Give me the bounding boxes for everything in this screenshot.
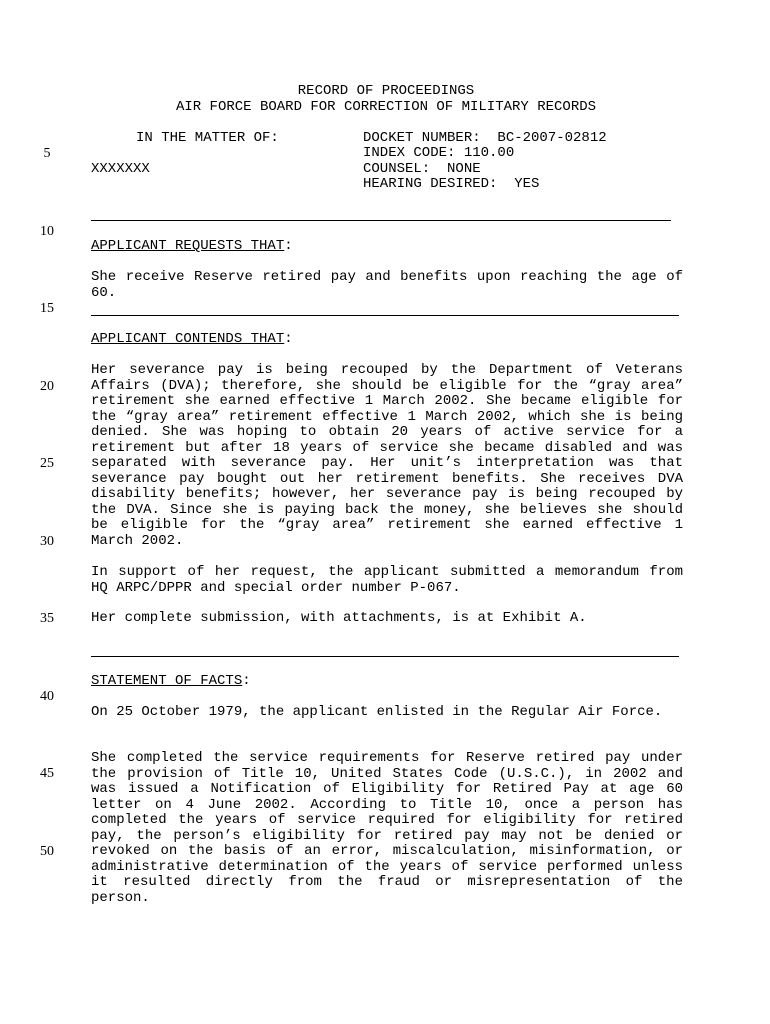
section-divider (91, 315, 679, 316)
contends-paragraph-3: Her complete submission, with attachments, is at Exhibit A. (91, 610, 587, 626)
line-number: 45 (40, 766, 54, 781)
facts-heading: STATEMENT OF FACTS: (91, 673, 251, 689)
line-number: 25 (40, 456, 54, 471)
hearing-desired: HEARING DESIRED: YES (363, 176, 540, 192)
requests-text: She receive Reserve retired pay and benefits upon reaching the age of 60. (91, 269, 683, 301)
docket-number: DOCKET NUMBER: BC-2007-02812 (363, 130, 607, 146)
contends-paragraph-2: In support of her request, the applicant submitted a memorandum from HQ ARPC/DPPR and special order number P-067. (91, 564, 683, 596)
line-number: 35 (40, 611, 54, 626)
counsel: COUNSEL: NONE (363, 161, 481, 177)
facts-paragraph-1: On 25 October 1979, the applicant enlisted in the Regular Air Force. (91, 704, 663, 720)
contends-paragraph-1: Her severance pay is being recouped by the Department of Veterans Affairs (DVA); therefore, she should be eligible for the “gray area” retirement she earned effective 1 March 2002. She became eligible for the “gray area” retirement effective 1 March 2002, which she is being denied. She was hoping to obtain 20 years of active service for a retirement but after 18 years of service she became disabled and was separated with severance pay. Her unit’s interpretation was that severance pay bought out her retirement benefits. She receives DVA disability benefits; however, her severance pay is being recouped by the DVA. Since she is paying back the money, she believes she should be eligible for the “gray area” retirement she earned effective 1 March 2002. (91, 362, 683, 549)
line-number: 15 (40, 301, 54, 316)
document-title: RECORD OF PROCEEDINGS (297, 83, 475, 99)
line-number: 30 (40, 534, 54, 549)
contends-heading: APPLICANT CONTENDS THAT: (91, 331, 293, 347)
line-number: 50 (40, 844, 54, 859)
section-divider (91, 656, 679, 657)
applicant-name: XXXXXXX (91, 161, 150, 177)
requests-heading-text: APPLICANT REQUESTS THAT (91, 238, 285, 254)
contends-heading-text: APPLICANT CONTENDS THAT (91, 331, 285, 347)
line-number: 20 (40, 379, 54, 394)
index-code: INDEX CODE: 110.00 (363, 145, 515, 161)
requests-heading: APPLICANT REQUESTS THAT: (91, 238, 293, 254)
facts-heading-text: STATEMENT OF FACTS (91, 673, 243, 689)
section-divider (91, 220, 671, 221)
line-number: 40 (40, 689, 54, 704)
matter-label: IN THE MATTER OF: (136, 130, 279, 146)
facts-paragraph-2: She completed the service requirements for Reserve retired pay under the provision of Title 10, United States Code (U.S.C.), in 2002 and was issued a Notification of Eligibility for Retired Pay at age 60 letter on 4 June 2002. According to Title 10, once a person has completed the years of service required for eligibility for retired pay, the person’s eligibility for retired pay may not be denied or revoked on the basis of an error, miscalculation, misinformation, or administrative determination of the years of service performed unless it resulted directly from the fraud or misrepresentation of the person. (91, 750, 683, 906)
line-number: 5 (43, 146, 51, 161)
board-name: AIR FORCE BOARD FOR CORRECTION OF MILITARY RECORDS (175, 99, 597, 115)
line-number: 10 (40, 224, 54, 239)
